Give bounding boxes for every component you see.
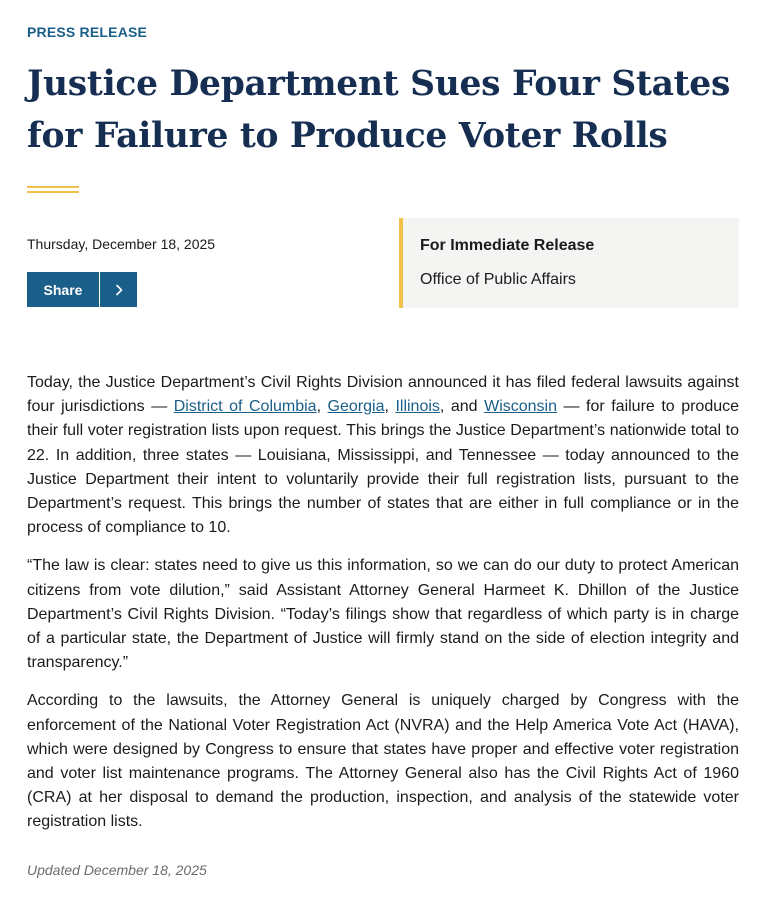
share-button-label: Share [27,272,100,307]
link-illinois[interactable]: Illinois [395,398,440,416]
release-info-box [399,218,739,308]
separator: , [316,398,328,416]
press-release-label: PRESS RELEASE [27,24,148,40]
paragraph-1 [27,371,739,540]
link-georgia[interactable]: Georgia [327,398,385,416]
link-wisconsin[interactable]: Wisconsin [484,398,557,416]
paragraph-1-tail: — for failure to produce their full voter registration lists upon request. This brings the Justice Department’s nationwide total to 22. In addition, three states — Louisiana, Mississippi, and Tennessee — today announced to the Justice Department their intent to voluntarily provide their full registration lists, pursuant to the Department’s request. This brings the number of states that are either in full compliance or in the process of compliance to 10. [27,398,740,537]
release-date: Thursday, December 18, 2025 [27,236,216,252]
release-type: For Immediate Release [420,237,595,254]
release-office: Office of Public Affairs [420,271,576,288]
title-divider [27,186,79,193]
article-body [27,371,739,849]
updated-date: Updated December 18, 2025 [27,862,207,878]
separator: , [384,398,396,416]
chevron-right-icon [100,272,137,307]
page-title: Justice Department Sues Four States for Failure to Produce Voter Rolls [27,64,731,156]
paragraph-3: According to the lawsuits, the Attorney General is uniquely charged by Congress with the enforcement of the National Voter Registration Act (NVRA) and the Help America Vote Act (HAVA), which were designed by Congress to ensure that states have proper and effective voter registration and voter list maintenance programs. The Attorney General also has the Civil Rights Act of 1960 (CRA) at her disposal to demand the production, inspection, and analysis of the statewide voter registration lists. [27,692,739,831]
share-button[interactable] [27,272,137,307]
link-district-of-columbia[interactable]: District of Columbia [173,398,317,416]
release-meta [27,236,216,298]
separator: , and [439,398,485,416]
paragraph-2: “The law is clear: states need to give us this information, so we can do our duty to protect American citizens from vote dilution,” said Assistant Attorney General Harmeet K. Dhillon of the Justice Department’s Civil Rights Division. “Today’s filings show that regardless of which party is in charge of a particular state, the Department of Justice will firmly stand on the side of election integrity and transparency.” [27,557,739,672]
paragraph-1-lead: Today, the Justice Department’s Civil Rights Division announced it has filed federal lawsuits against four jurisdictions — [27,374,739,416]
